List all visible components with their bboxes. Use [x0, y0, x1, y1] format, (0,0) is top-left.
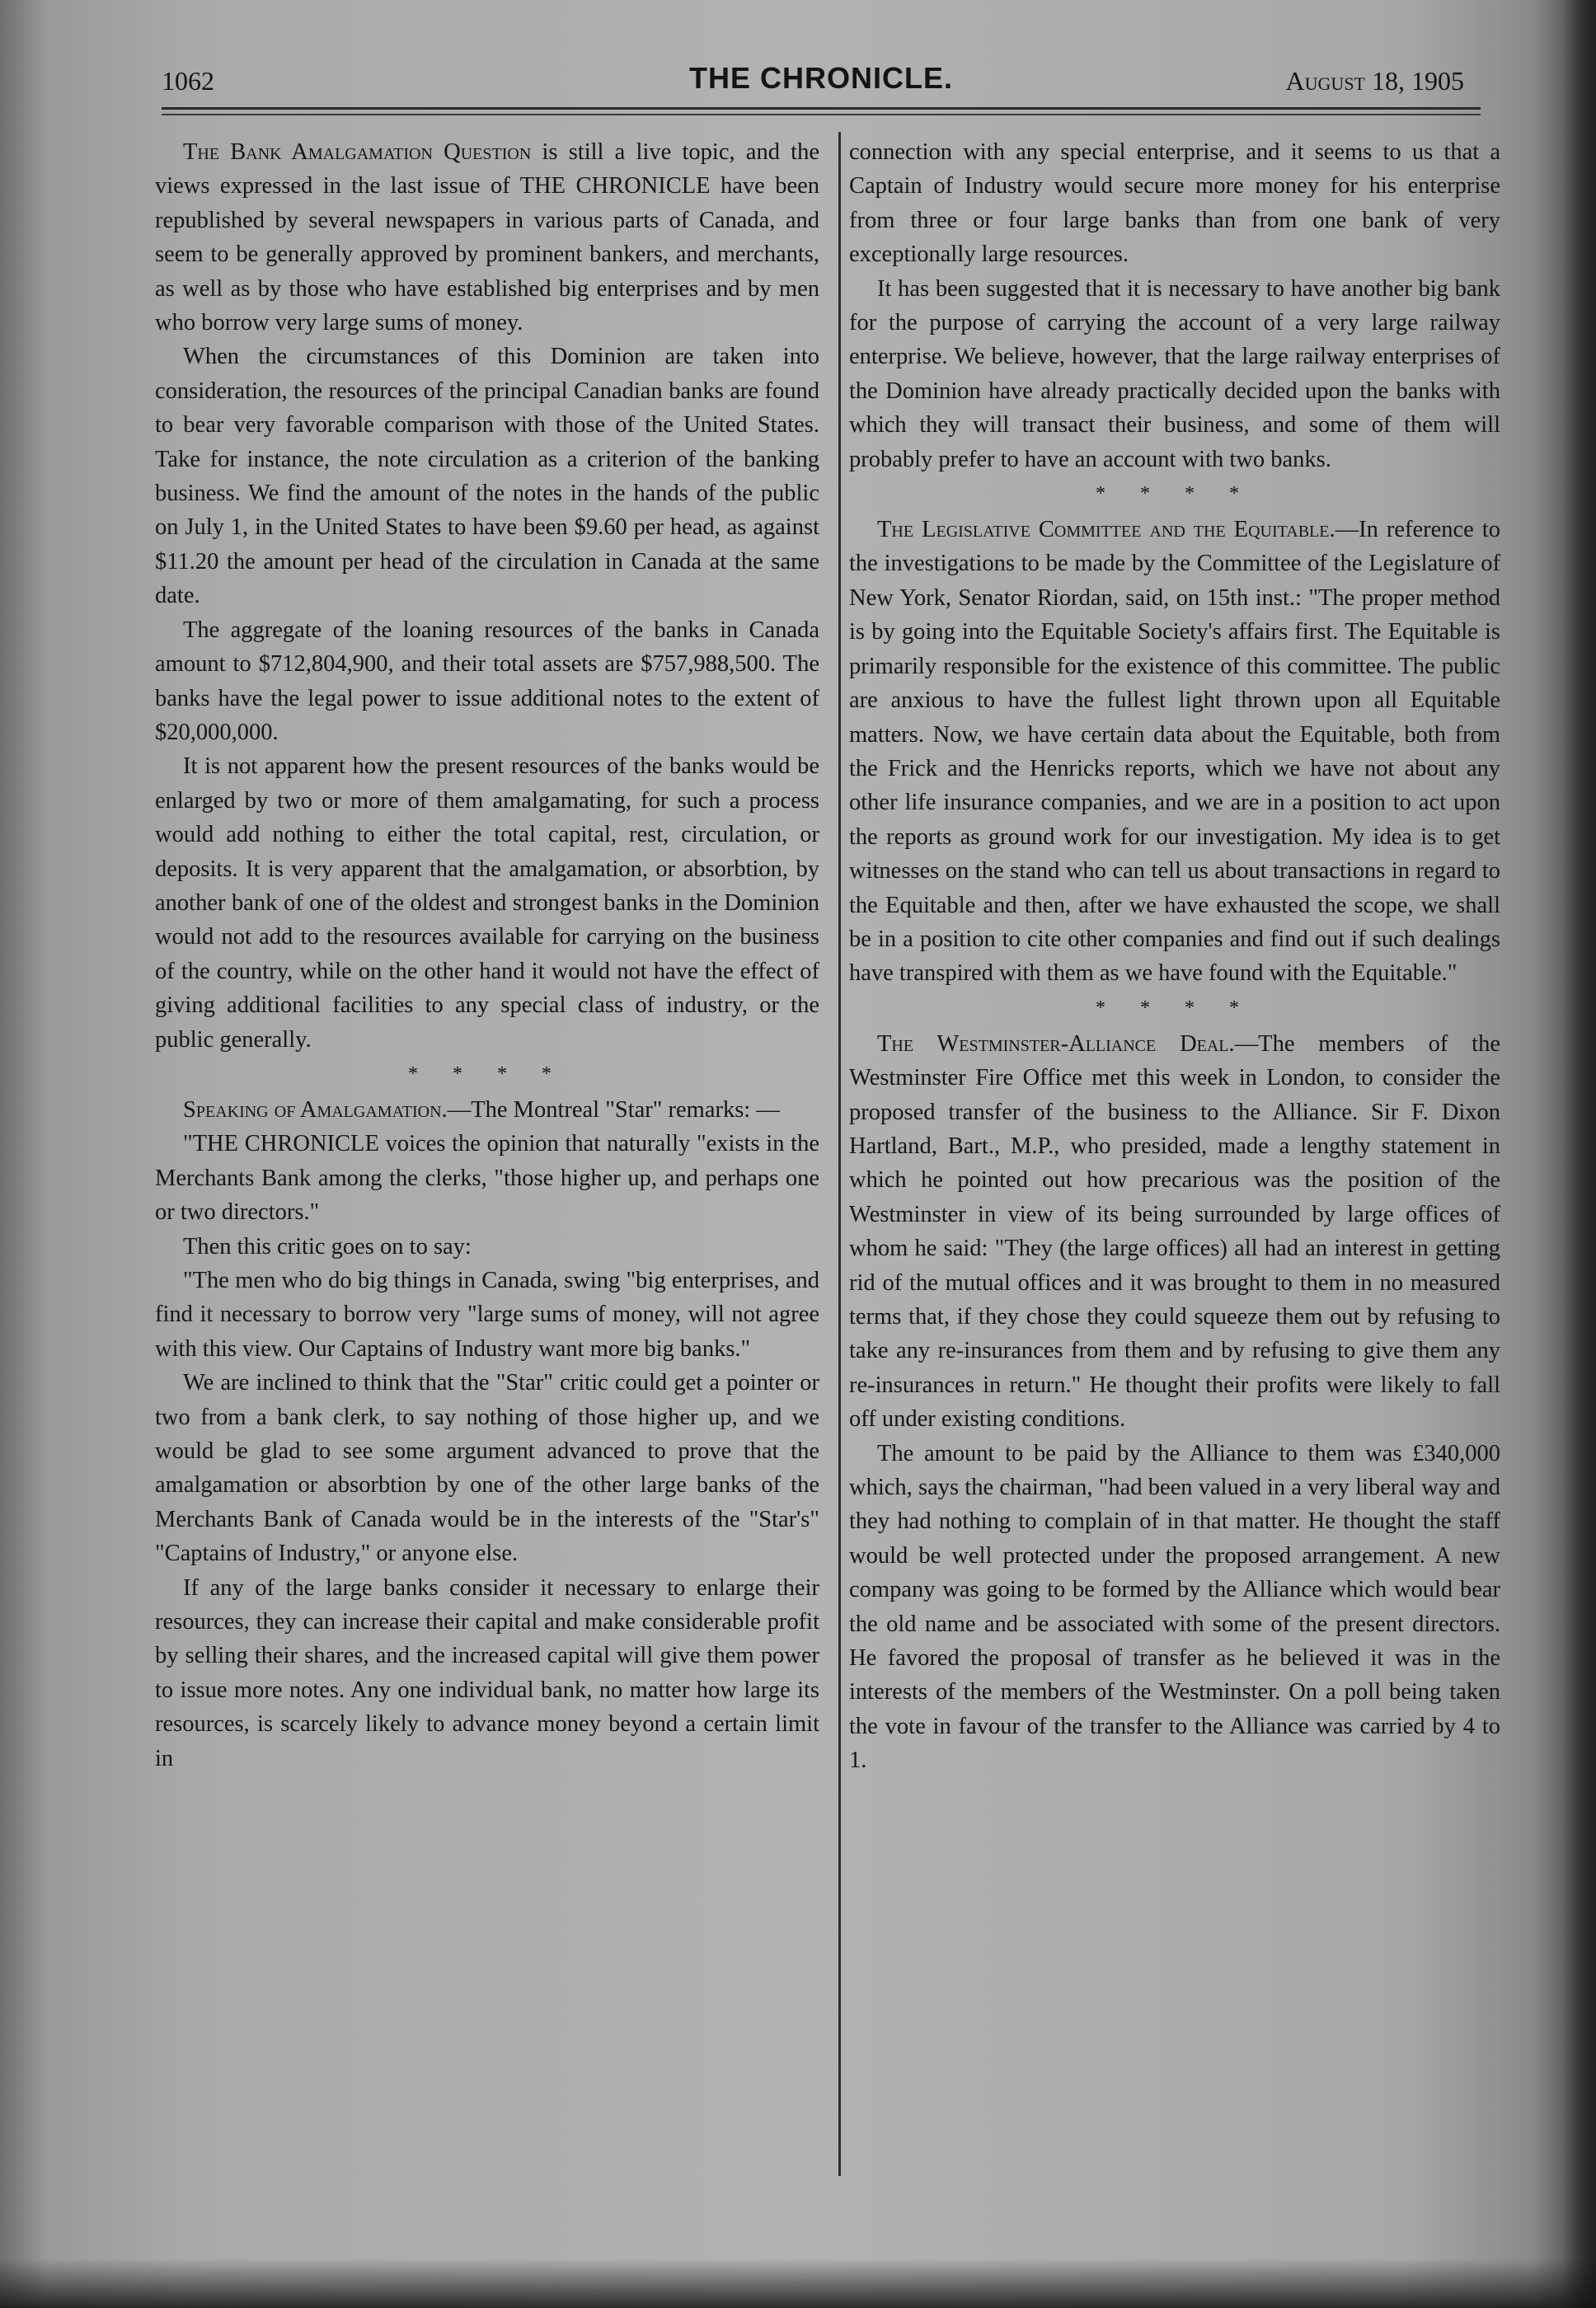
quote-paragraph: "THE CHRONICLE voices the opinion that naturally "exists in the Merchants Bank among the clerks, "those higher up, and perhaps one or two directors.": [155, 1131, 819, 1226]
paragraph: —The members of the Westminster Fire Office met this week in London, to consider the proposed transfer of the business to the Alliance. Sir F. Dixon Hartland, Bart., M.P., who presided, made a lengthy statement in which he pointed out how precarious was the position of the Westminster in view of its being surrounded by large offices of whom he said: "They (the large offices) all had an interest in getting rid of the mutual offices and it was brought to them in no measured terms that, if they chose they could squeeze them out by refusing to take any re-insurances from them and by refusing to give them any re-insurances in return." He thought their profits were likely to fall off under existing conditions.: [849, 1030, 1500, 1433]
section-separator: * * * *: [408, 1063, 566, 1085]
paragraph: It is not apparent how the present resources of the banks would be enlarged by two or more of them amalgamating, for such a process would add nothing to either the total capital, rest, circulation, or deposits. It is very apparent that the amalgamation, or absorbtion, by another bank of one of the oldest and strongest banks in the Dominion would not add to the resources available for carrying on the business of the country, while on the other hand it would not have the effect of giving additional facilities to any special class of industry, or the public generally.: [155, 753, 819, 1053]
paragraph: If any of the large banks consider it necessary to enlarge their resources, they can increase their capital and make considerable profit by selling their shares, and the increased capital will give them power to issue more notes. Any one individual bank, no matter how large its resources, is scarcely likely to advance money beyond a certain limit in: [155, 1574, 819, 1771]
paragraph: When the circumstances of this Dominion are taken into consideration, the resources of the principal Canadian banks are found to bear very favorable comparison with those of the United States. Take for instance, the note circulation as a criterion of the banking business. We find the amount of the notes in the hands of the public on July 1, in the United States to have been $9.60 per head, as against $11.20 the amount per head of the circulation in Canada at the same date.: [155, 344, 819, 609]
header-rule-thin: [162, 114, 1481, 115]
paragraph: —In reference to the investigations to be made by the Committee of the Legislature of New York, Senator Riordan, said, on 15th inst.: "The proper method is by going into the Equitable Society's affairs first. The Equitable is primarily responsible for the existence of this committee. The public are anxious to have the fullest light thrown upon all Equitable matters. Now, we have certain data about the Equitable, both from the Frick and the Henricks reports, which we have not about any other life insurance companies, and we are in a position to act upon the reports as ground work for our investigation. My idea is to get witnesses on the stand who can tell us about transactions in regard to the Equitable and then, after we have exhausted the scope, we shall be in a position to cite other companies and find out if such dealings have transpired with them as we have found with the Equitable.": [849, 517, 1500, 987]
paragraph: Then this critic goes on to say:: [183, 1233, 472, 1260]
article-westminster-alliance: [849, 1027, 1500, 1437]
page-bottom-shadow: [0, 2259, 1596, 2308]
article-heading: The Westminster-Alliance Deal.: [877, 1030, 1235, 1057]
paragraph: —The Montreal "Star" remarks: —: [447, 1096, 780, 1123]
quote-paragraph: "The men who do big things in Canada, swing "big enterprises, and find it necessary to borrow very "large sums of money, will not agree with this view. Our Captains of Industry want more big banks.": [155, 1268, 819, 1362]
section-separator: * * * *: [1096, 483, 1254, 505]
article-legislative-committee: [849, 513, 1500, 991]
publication-title: THE CHRONICLE.: [689, 61, 953, 95]
paragraph: The amount to be paid by the Alliance to them was £340,000 which, says the chairman, "had been valued in a very liberal way and they had nothing to complain of in that matter. He thought the staff would be well protected under the proposed arrangement. A new company was going to be formed by the Alliance which would bear the old name and be associated with some of the present directors. He favored the proposal of transfer as he believed it was in the interests of the members of the Westminster. On a poll being taken the vote in favour of the transfer to the Alliance was carried by 4 to 1.: [849, 1440, 1500, 1774]
column-divider: [838, 132, 841, 2176]
left-column: [155, 135, 819, 1776]
paragraph: The aggregate of the loaning resources of the banks in Canada amount to $712,804,900, and their total assets are $757,988,500. The banks have the legal power to issue additional notes to the extent of $20,000,000.: [155, 617, 819, 745]
article-heading: The Bank Amalgamation Question: [183, 139, 532, 165]
article-heading: Speaking of Amalgamation.: [183, 1096, 448, 1123]
page-header: [162, 58, 1481, 107]
issue-date: August 18, 1905: [1285, 66, 1464, 96]
header-rule: [162, 107, 1481, 110]
paragraph: It has been suggested that it is necessary to have another big bank for the purpose of carrying the account of a very large railway enterprise. We believe, however, that the large railway enterprises of the Dominion have already practically decided upon the banks with which they will transact their business, and some of them will probably prefer to have an account with two banks.: [849, 275, 1500, 472]
right-column: [849, 135, 1500, 1778]
article-bank-amalgamation: [155, 135, 819, 340]
article-heading: The Legislative Committee and the Equitable.: [877, 517, 1335, 543]
paragraph: We are inclined to think that the "Star" critic could get a pointer or two from a bank clerk, to say nothing of those higher up, and we would be glad to see some argument advanced to prove that the amalgamation or absorbtion by one of the other large banks of the Merchants Bank of Canada would be in the interests of the "Star's" "Captains of Industry," or anyone else.: [155, 1370, 819, 1567]
section-separator: * * * *: [1096, 997, 1254, 1019]
page-edge-shadow: [1563, 0, 1596, 2308]
article-speaking-of-amalgamation: [155, 1093, 819, 1127]
paragraph: is still a live topic, and the views expressed in the last issue of THE CHRONICLE have been republished by several newspapers in various parts of Canada, and seem to be generally approved by prominent bankers, and merchants, as well as by those who have established big enterprises and by men who borrow very large sums of money.: [155, 139, 819, 336]
page-number: 1062: [162, 66, 214, 96]
paragraph-continued: connection with any special enterprise, and it seems to us that a Captain of Industry would secure more money for his enterprise from three or four large banks than from one bank of very exceptionally large resources.: [849, 139, 1500, 268]
